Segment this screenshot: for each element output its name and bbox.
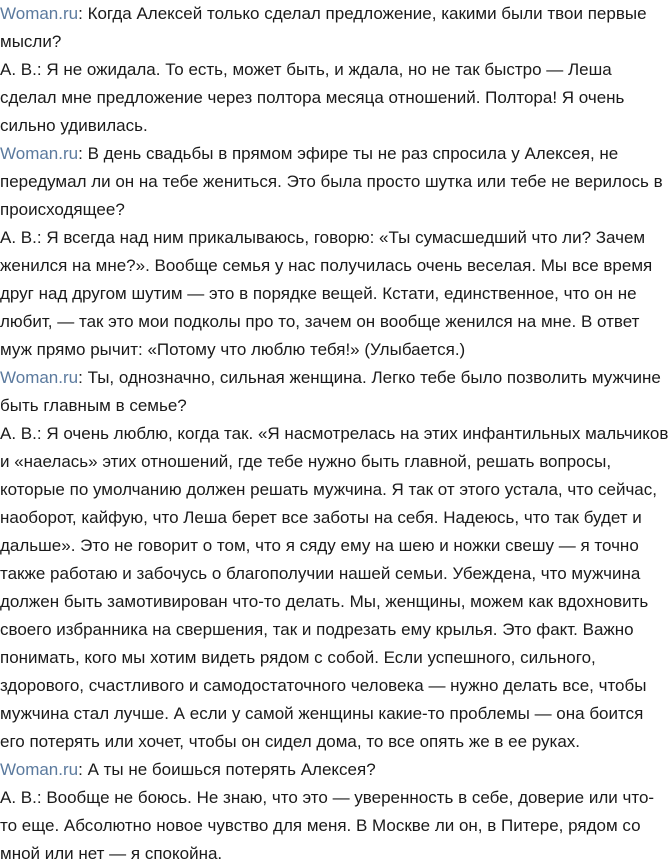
utterance-text: Когда Алексей только сделал предложение, какими были твои первые мысли? [0, 4, 647, 51]
utterance-text: В день свадьбы в прямом эфире ты не раз спросила у Алексея, не передумал ли он на тебе жениться. Это была просто шутка или тебе не верилось в происходящее? [0, 144, 663, 219]
utterance-text: Я всегда над ним прикалываюсь, говорю: «Ты сумасшедший что ли? Зачем женился на мне?». Вообще семья у нас получилась очень веселая. Мы все время друг над другом шутим — это в порядке вещей. Кстати, единственное, что он не любит, — так это мои подколы про то, зачем он вообще женился на мне. В ответ муж прямо рычит: «Потому что люблю тебя!» (Улыбается.) [0, 228, 653, 359]
speaker-label-interviewer[interactable]: Woman.ru [0, 368, 79, 387]
qa-block [0, 756, 670, 784]
speaker-label-guest: А. В. [0, 424, 37, 443]
utterance-text: Ты, однозначно, сильная женщина. Легко тебе было позволить мужчине быть главным в семье? [0, 368, 661, 415]
speaker-separator: : [36, 60, 47, 79]
utterance-text: Я не ожидала. То есть, может быть, и ждала, но не так быстро — Леша сделал мне предложение через полтора месяца отношений. Полтора! Я очень сильно удивилась. [0, 60, 625, 135]
qa-block [0, 784, 670, 868]
qa-block [0, 140, 670, 224]
speaker-label-guest: А. В. [0, 228, 37, 247]
speaker-label-guest: А. В. [0, 788, 37, 807]
utterance-text: Я очень люблю, когда так. «Я насмотрелась на этих инфантильных мальчиков и «наелась» этих отношений, где тебе нужно быть главной, решать вопросы, которые по умолчанию должен решать мужчина. Я так от этого устала, что сейчас, наоборот, кайфую, что Леша берет все заботы на себя. Надеюсь, что так будет и дальше». Это не говорит о том, что я сяду ему на шею и ножки свешу — я точно также работаю и забочусь о благополучии нашей семьи. Убеждена, что мужчина должен быть замотивирован что-то делать. Мы, женщины, можем как вдохновить своего избранника на свершения, так и подрезать ему крылья. Это факт. Важно понимать, кого мы хотим видеть рядом с собой. Если успешного, сильного, здорового, счастливого и самодостаточного человека — нужно делать все, чтобы мужчина стал лучше. А если у самой женщины какие-то проблемы — она боится его потерять или хочет, чтобы он сидел дома, то все опять же в ее руках. [0, 424, 669, 751]
qa-block [0, 224, 670, 364]
qa-block [0, 364, 670, 420]
speaker-label-interviewer[interactable]: Woman.ru [0, 760, 79, 779]
speaker-separator: : [36, 424, 47, 443]
speaker-label-interviewer[interactable]: Woman.ru [0, 4, 79, 23]
qa-block [0, 420, 670, 756]
qa-block [0, 56, 670, 140]
qa-block [0, 0, 670, 56]
speaker-separator: : [78, 144, 88, 163]
speaker-separator: : [36, 788, 47, 807]
utterance-text: Вообще не боюсь. Не знаю, что это — уверенность в себе, доверие или что-то еще. Абсолютно новое чувство для меня. В Москве ли он, в Питере, рядом со мной или нет — я спокойна. [0, 788, 655, 863]
speaker-separator: : [78, 368, 88, 387]
speaker-separator: : [78, 760, 88, 779]
speaker-label-guest: А. В. [0, 60, 37, 79]
speaker-label-interviewer[interactable]: Woman.ru [0, 144, 79, 163]
speaker-separator: : [36, 228, 47, 247]
utterance-text: А ты не боишься потерять Алексея? [87, 760, 376, 779]
speaker-separator: : [78, 4, 88, 23]
